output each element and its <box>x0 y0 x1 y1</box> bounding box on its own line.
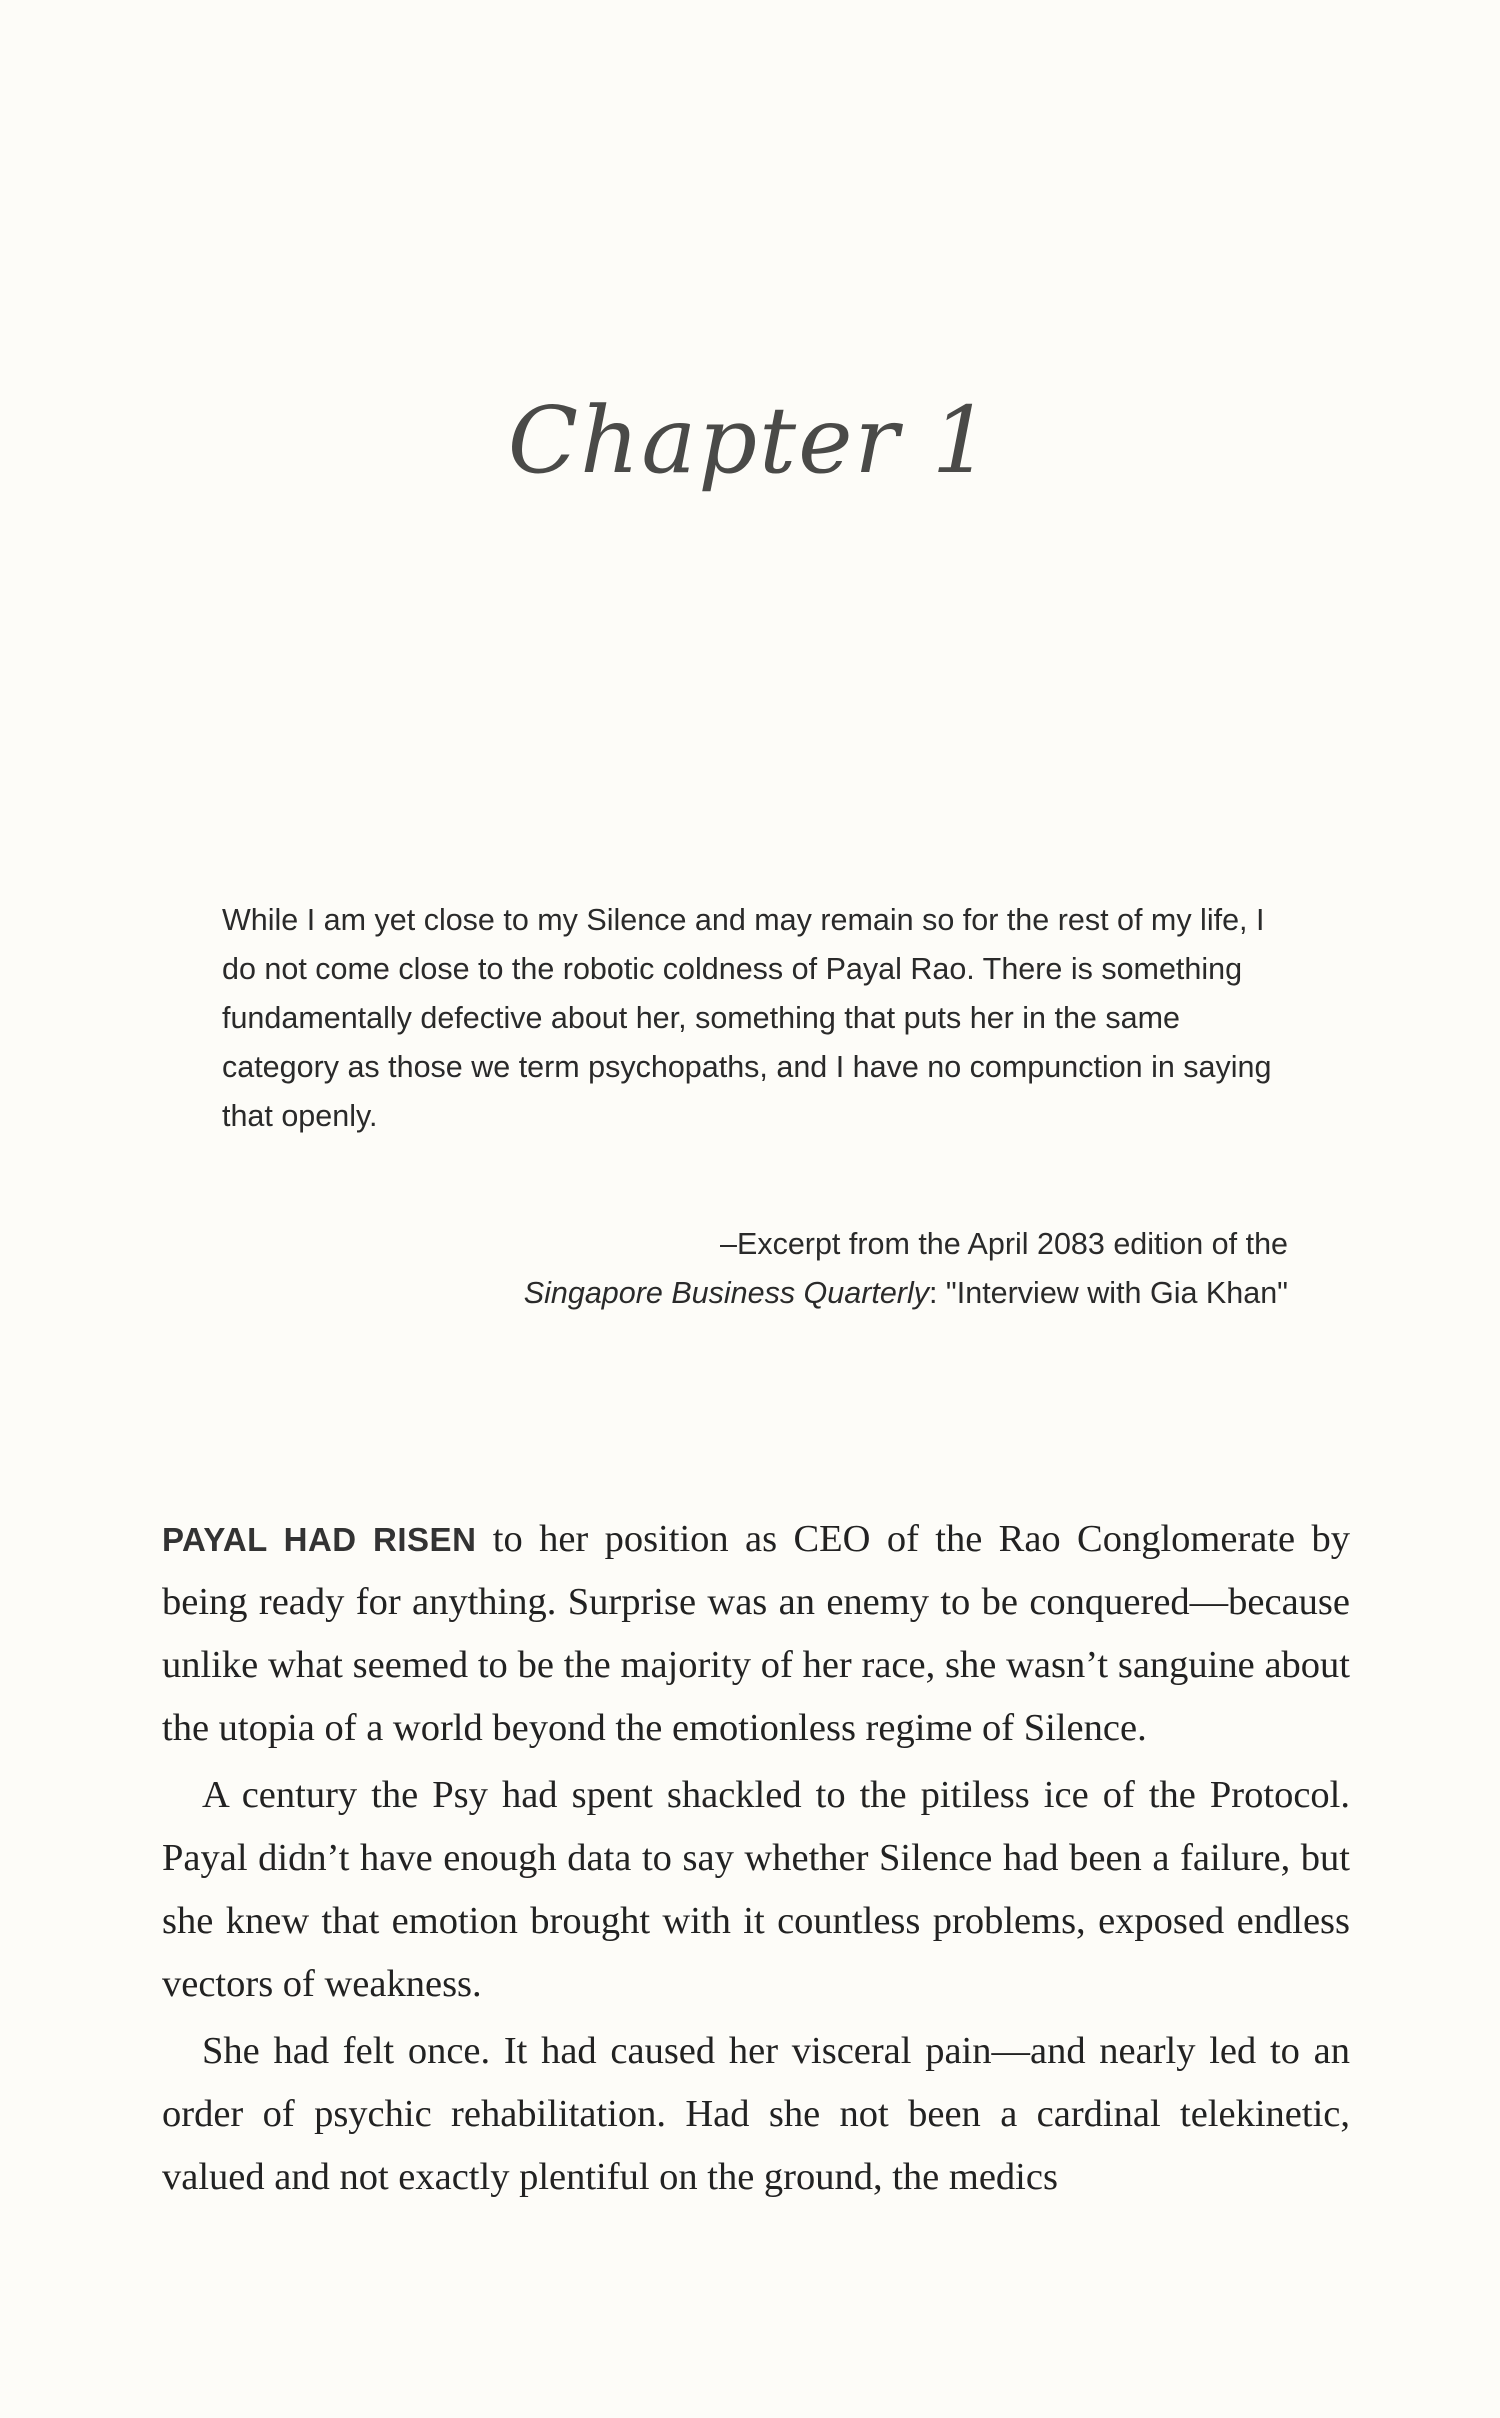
paragraph-lead-in: PAYAL HAD RISEN <box>162 1521 477 1558</box>
attribution-line-2 <box>524 1269 1288 1318</box>
epigraph <box>222 896 1302 1141</box>
interview-title: : "Interview with Gia Khan" <box>928 1276 1288 1310</box>
paragraph-3: She had felt once. It had caused her visceral pain—and nearly led to an order of psychic rehabilitation. Had she not been a cardinal telekinetic, valued and not exactly plentiful on the ground, the medics <box>162 2030 1350 2198</box>
epigraph-text: While I am yet close to my Silence and may remain so for the rest of my life, I do not come close to the robotic coldness of Payal Rao. There is something fundamentally defective about her, something that puts her in the same category as those we term psychopaths, and I have no compunction in saying that openly. <box>222 903 1272 1133</box>
paragraph-2: A century the Psy had spent shackled to the pitiless ice of the Protocol. Payal didn’t have enough data to say whether Silence had been a failure, but she knew that emotion brought with it countless problems, exposed endless vectors of weakness. <box>162 1774 1350 2005</box>
chapter-body <box>162 1508 1350 2209</box>
attribution-line-1: –Excerpt from the April 2083 edition of the <box>720 1227 1288 1261</box>
publication-title: Singapore Business Quarterly <box>523 1276 929 1310</box>
chapter-title: Chapter 1 <box>507 387 993 494</box>
epigraph-attribution <box>524 1220 1288 1318</box>
paragraph-1 <box>162 1508 1350 1760</box>
paragraph-1-text: to her position as CEO of the Rao Conglomerate by being ready for anything. Surprise was an enemy to be conquered—because unlike what seemed to be the majority of her race, she wasn’t sanguine about the utopia of a world beyond the emotionless regime of Silence. <box>162 1518 1350 1749</box>
